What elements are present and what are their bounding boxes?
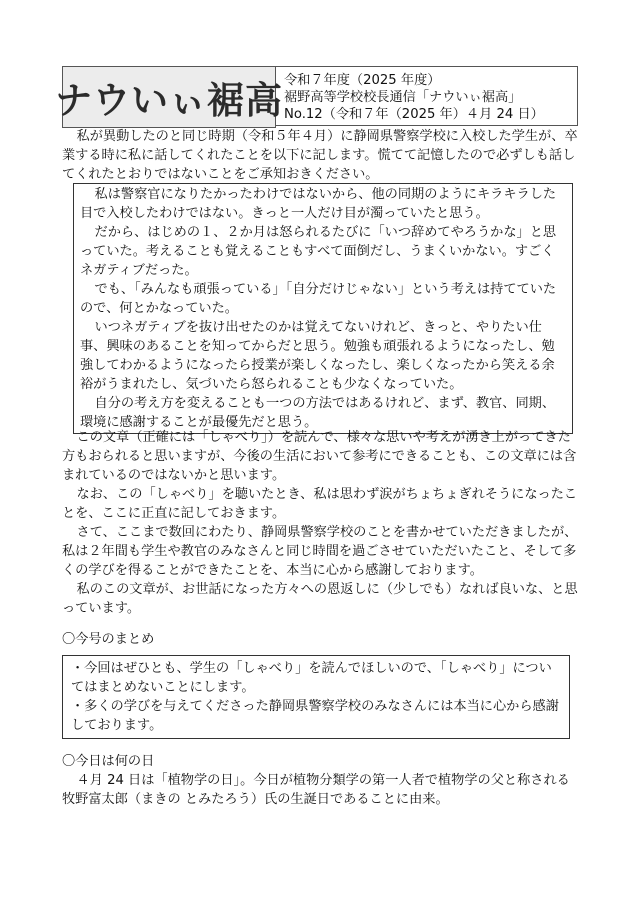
body-paragraph: さて、ここまで数回にわたり、静岡県警察学校のことを書かせていただきましたが、私は２年間も学生や教官のみなさんと同じ時間を過ごさせていただいたこと、そして多くの学びを得ることができたことを、本当に心から感謝しております。: [62, 525, 578, 578]
summary-item: ・今回はぜひとも、学生の「しゃべり」を読んでほしいので、「しゃべり」についてはまとめないことにします。: [71, 661, 552, 695]
newsletter-name: 裾野高等学校校長通信「ナウいぃ裾高」: [284, 90, 522, 105]
body-paragraph: 私のこの文章が、お世話になった方々への恩返しに（少しでも）なれば良いな、と思っています。: [62, 582, 578, 616]
intro-paragraph: [62, 127, 580, 184]
summary-item: ・多くの学びを与えてくださった静岡県警察学校のみなさんには本当に心から感謝しております。: [71, 699, 559, 733]
quote-paragraph: いつネガティブを抜け出せたのかは覚えてないけれど、きっと、やりたい仕事、興味のあることを知ってからだと思う。勉強も頑張れるようになったし、勉強してわかるようになったら授業が楽しくなったし、楽しくなったから笑える余裕がうまれたし、気づいたら怒られることも少なくなっていた。: [80, 320, 555, 392]
issue-number-date: No.12（令和７年（2025 年）４月 24 日）: [284, 107, 544, 122]
summary-box: [62, 655, 570, 739]
newsletter-title-box: [55, 66, 283, 128]
quote-paragraph: でも、「みんなも頑張っている」「自分だけじゃない」という考えは持てていたので、何とかなっていた。: [80, 282, 557, 316]
today-section: [62, 771, 580, 809]
student-quote-box: [73, 183, 573, 434]
intro-text: 私が異動したのと同じ時期（令和５年４月）に静岡県警察学校に入校した学生が、卒業する時に私に話してくれたことを以下に記します。慌てて記憶したので必ずしも話してくれたとおりではないことをご承知おきください。: [62, 129, 578, 182]
fiscal-year: 令和７年度（2025 年度）: [284, 73, 441, 88]
quote-paragraph: だから、はじめの１、２か月は怒られるたびに「いつ辞めてやろうかな」と思っていた。考えることも覚えることもすべて面倒だし、うまくいかない。すごくネガティブだった。: [80, 225, 557, 278]
summary-heading: 〇今号のまとめ: [62, 632, 155, 647]
body-paragraph: なお、この「しゃべり」を聴いたとき、私は思わず涙がちょちょぎれそうになったことを、ここに正直に記しておきます。: [62, 487, 578, 521]
today-text: ４月 24 日は「植物学の日」。今日が植物分類学の第一人者で植物学の父と称される牧野富太郎（まきの とみたろう）氏の生誕日であることに由来。: [62, 773, 570, 807]
body-paragraph: この文章（正確には「しゃべり」）を読んで、様々な思いや考えが湧き上がってきた方もおられると思いますが、今後の生活において参考にできることも、この文章には含まれているのではないかと思います。: [62, 430, 577, 483]
newsletter-title: ナウいぃ裾高: [55, 79, 283, 122]
body-section: [62, 428, 580, 618]
today-heading: 〇今日は何の日: [62, 754, 155, 769]
quote-paragraph: 私は警察官になりたかったわけではないから、他の同期のようにキラキラした目で入校したわけではない。きっと一人だけ目が濁っていたと思う。: [80, 187, 557, 221]
quote-paragraph: 自分の考え方を変えることも一つの方法ではあるけれど、まず、教官、同期、環境に感謝することが最優先だと思う。: [80, 396, 556, 430]
newsletter-info-box: [275, 66, 578, 126]
